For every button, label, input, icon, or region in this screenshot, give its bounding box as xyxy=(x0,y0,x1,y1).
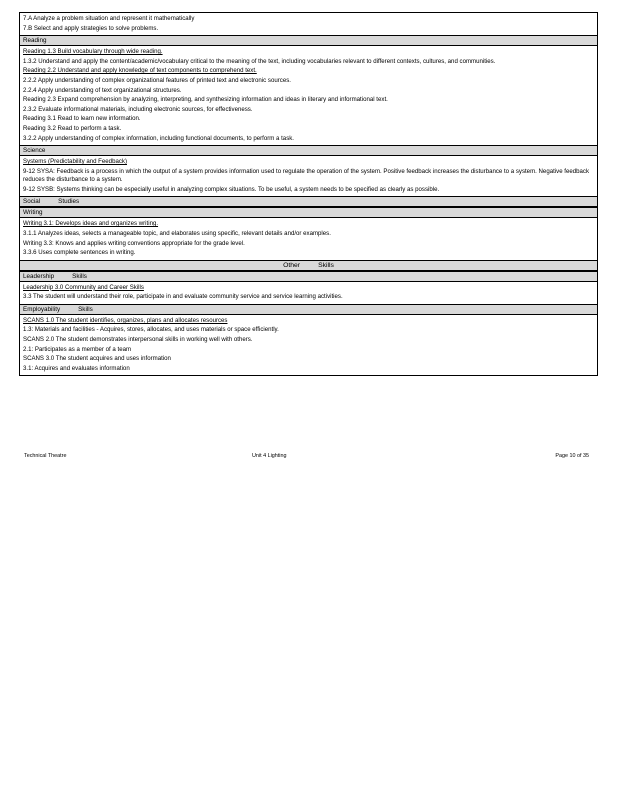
section-header-word: Other xyxy=(283,261,301,269)
footer-page-number: Page 10 of 35 xyxy=(555,453,589,459)
section-other xyxy=(20,260,597,271)
standard-line: Reading 1.3 Build vocabulary through wide reading. xyxy=(23,48,163,56)
standard-line: Reading 2.3 Expand comprehension by analyzing, interpreting, and synthesizing information and ideas in literary and informational text. xyxy=(23,96,388,104)
section-header xyxy=(20,261,597,271)
section-header-word: Skills xyxy=(318,261,334,269)
section-body xyxy=(20,218,597,259)
section-header-word: Employability xyxy=(23,305,61,313)
section-reading xyxy=(20,35,597,145)
standard-line: Systems (Predictability and Feedback) xyxy=(23,158,127,166)
standard-line: 3.2.2 Apply understanding of complex information, including functional documents, to perform a task. xyxy=(23,134,294,142)
standard-line: 9-12 SYSB: Systems thinking can be especially useful in analyzing complex situations. To be useful, a system needs to be specified as clearly as possible. xyxy=(23,185,440,193)
standard-line: SCANS 2.0 The student demonstrates interpersonal skills in working well with others. xyxy=(23,336,253,344)
section-employability xyxy=(20,304,597,376)
standard-line: Writing 3.3: Knows and applies writing conventions appropriate for the grade level. xyxy=(23,239,245,247)
standard-line: 3.3.6 Uses complete sentences in writing. xyxy=(23,249,136,257)
section-body xyxy=(20,13,597,35)
standards-table xyxy=(19,12,598,376)
standard-line: Reading 2.2 Understand and apply knowledge of text components to comprehend text. xyxy=(23,67,257,75)
section-header-word: Reading xyxy=(23,37,47,45)
section-header-word: Writing xyxy=(23,209,43,217)
section-header xyxy=(20,36,597,46)
standard-line: SCANS 3.0 The student acquires and uses information xyxy=(23,355,171,363)
standard-line: 1.3: Materials and facilities - Acquires, stores, allocates, and uses materials or space efficiently. xyxy=(23,326,279,334)
section-body xyxy=(20,315,597,376)
footer-unit: Unit 4 Lighting xyxy=(252,453,287,459)
footer-course: Technical Theatre xyxy=(24,453,67,459)
section-body xyxy=(20,46,597,145)
section-header xyxy=(20,272,597,282)
section-header-word: Social xyxy=(23,198,41,206)
section-body xyxy=(20,282,597,304)
section-math xyxy=(20,13,597,35)
section-social xyxy=(20,196,597,207)
standard-line: Reading 3.2 Read to perform a task. xyxy=(23,124,122,132)
section-science xyxy=(20,145,597,196)
standard-line: 7.B Select and apply strategies to solve problems. xyxy=(23,24,159,32)
standard-line: 2.2.2 Apply understanding of complex organizational features of printed text and electronic sources. xyxy=(23,76,291,84)
section-body xyxy=(20,156,597,196)
standard-line: 3.3 The student will understand their role, participate in and evaluate community service and service learning activities. xyxy=(23,293,343,301)
page-footer xyxy=(24,453,589,463)
section-header xyxy=(20,208,597,218)
standard-line: 9-12 SYSA: Feedback is a process in which the output of a system provides information used to regulate the operation of the system. Positive feedback increases the disturbance to a system. Negative feedback reduces the disturbance to a system. xyxy=(23,167,590,183)
standard-line: 3.1: Acquires and evaluates information xyxy=(23,364,130,372)
standard-line: 2.1: Participates as a member of a team xyxy=(23,345,132,353)
standard-line: 2.2.4 Apply understanding of text organizational structures. xyxy=(23,86,182,94)
standard-line: Writing 3.1: Develops ideas and organizes writing. xyxy=(23,220,159,228)
standard-line: 2.3.2 Evaluate informational materials, including electronic sources, for effectiveness. xyxy=(23,105,253,113)
standard-line: 7.A Analyze a problem situation and represent it mathematically xyxy=(23,15,195,22)
section-header xyxy=(20,197,597,207)
section-header xyxy=(20,305,597,315)
section-header-word: Science xyxy=(23,147,46,155)
section-header-word: Skills xyxy=(78,305,93,313)
section-writing xyxy=(20,207,597,259)
standard-line: 3.1.1 Analyzes ideas, selects a manageable topic, and elaborates using specific, relevant details and/or examples. xyxy=(23,229,331,237)
standard-line: Leadership 3.0 Community and Career Skills xyxy=(23,283,144,291)
section-leadership xyxy=(20,271,597,304)
section-header-word: Leadership xyxy=(23,272,55,280)
section-header xyxy=(20,146,597,156)
section-header-word: Studies xyxy=(58,198,80,206)
section-header-word: Skills xyxy=(72,272,87,280)
standard-line: Reading 3.1 Read to learn new information. xyxy=(23,115,141,123)
standard-line: 1.3.2 Understand and apply the content/academic/vocabulary critical to the meaning of the text, including vocabularies relevant to different contexts, cultures, and communities. xyxy=(23,57,496,65)
standard-line: SCANS 1.0 The student identifies, organizes, plans and allocates resources xyxy=(23,316,228,324)
